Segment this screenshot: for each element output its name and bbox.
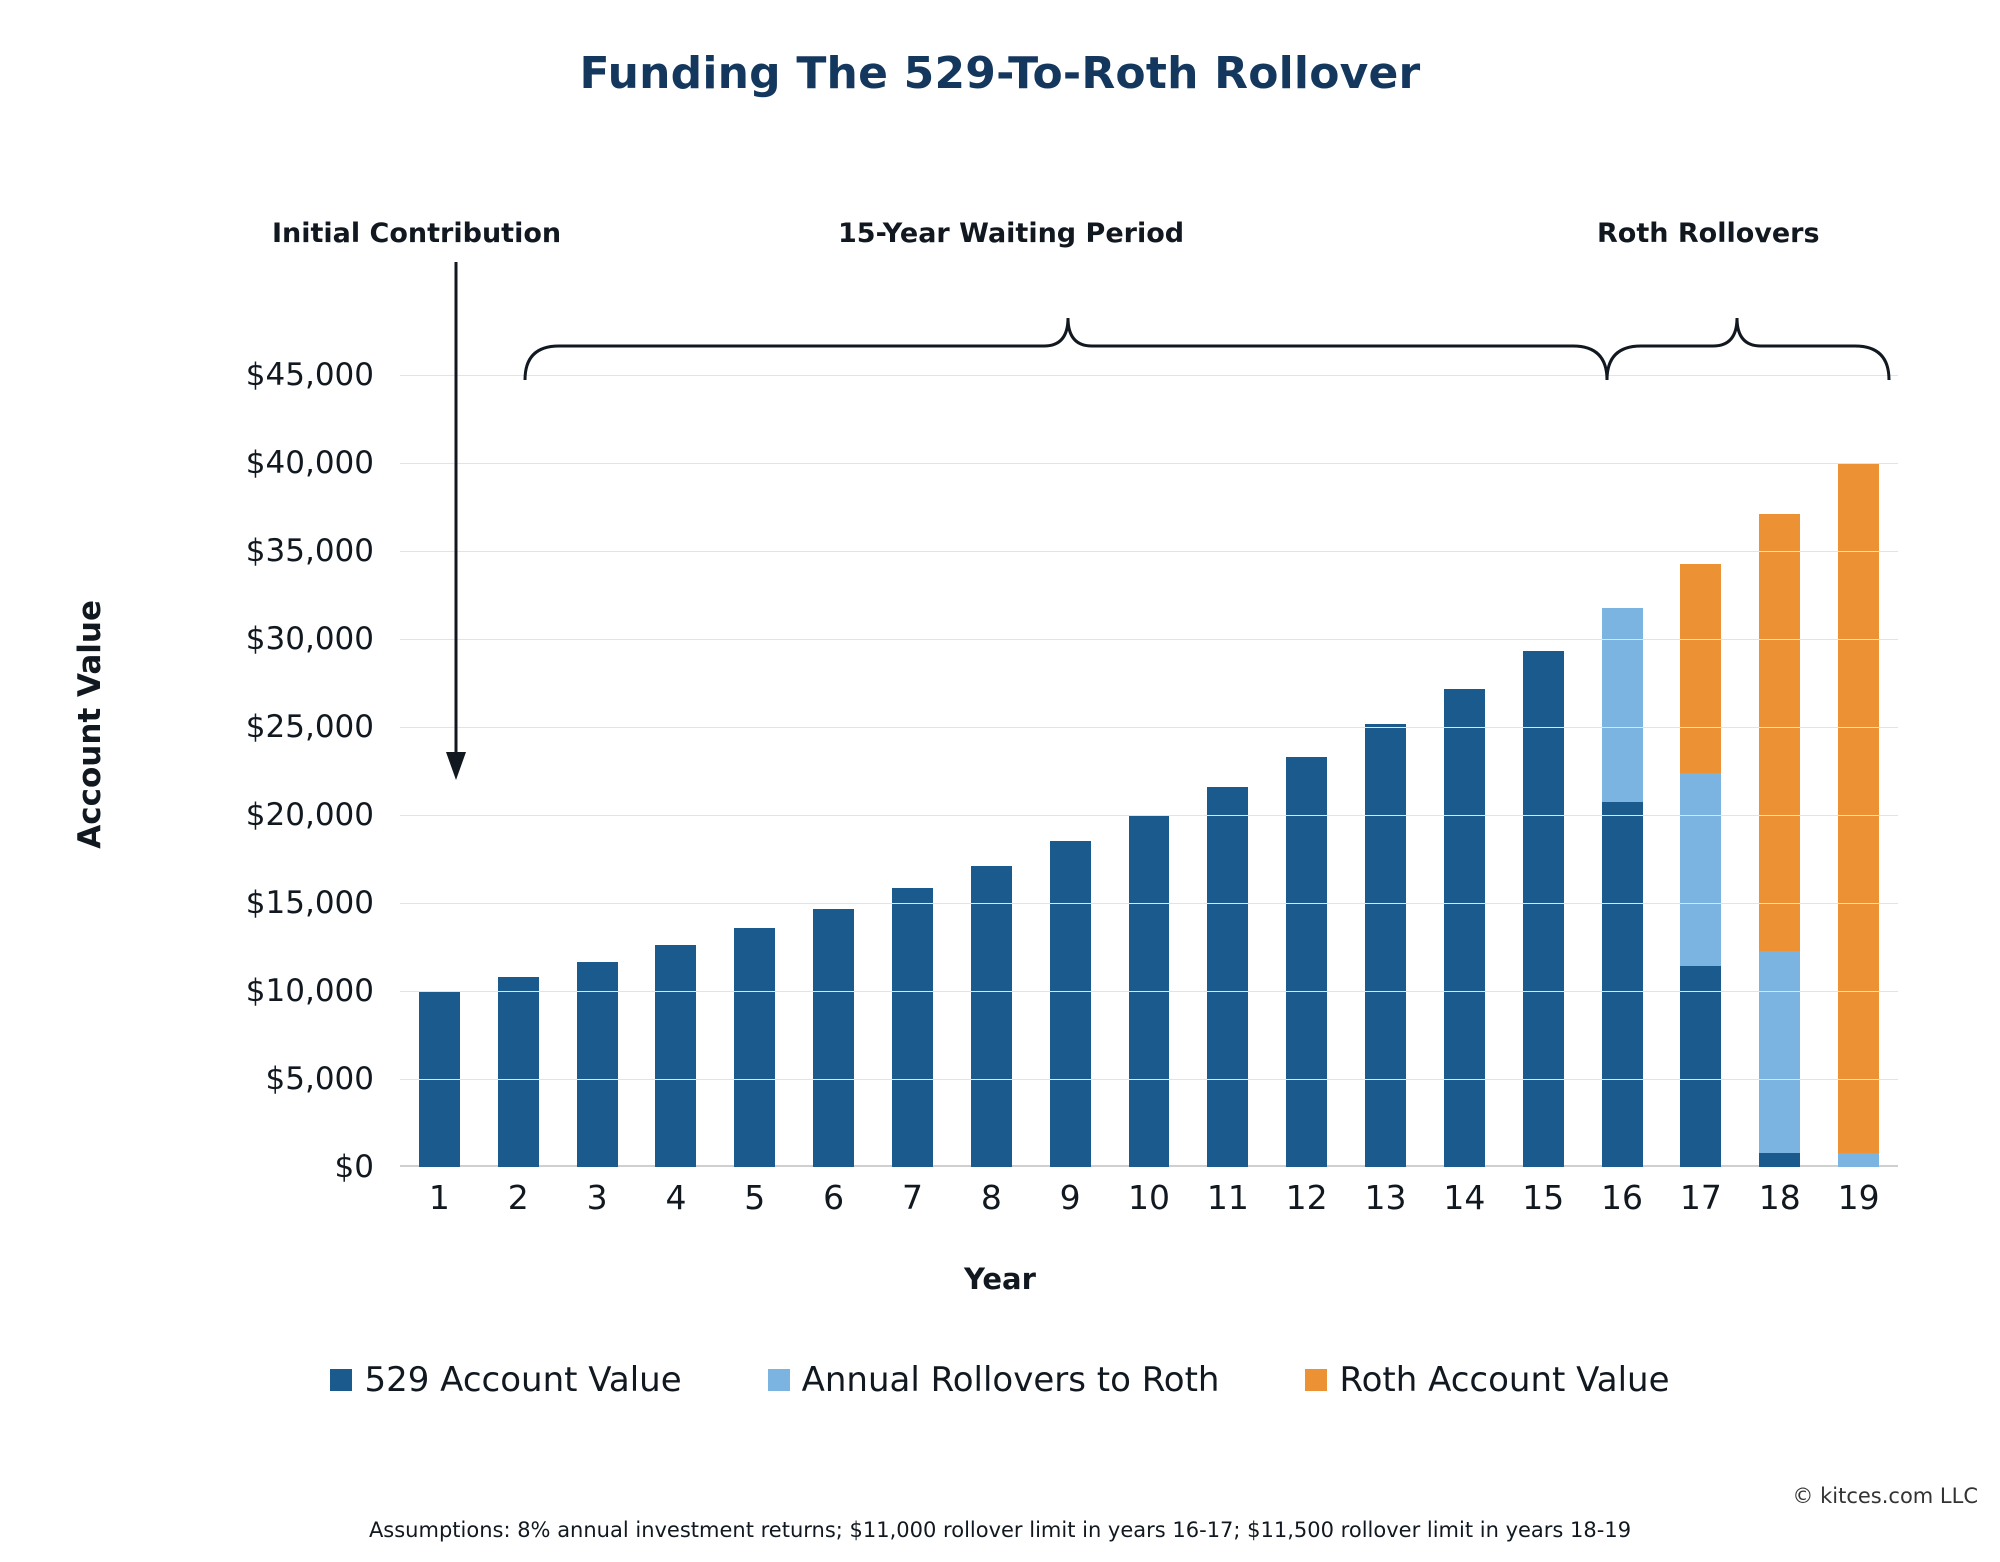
bar-group <box>734 928 775 1167</box>
chart-legend <box>0 1360 2000 1400</box>
bar-segment <box>1759 1153 1800 1167</box>
bar-group <box>1050 841 1091 1167</box>
x-axis-tick-label: 13 <box>1364 1178 1407 1217</box>
bar-group <box>1759 514 1800 1167</box>
bar-segment <box>655 945 696 1167</box>
bar-segment <box>734 928 775 1167</box>
x-axis-tick-label: 19 <box>1837 1178 1880 1217</box>
bar-segment <box>813 909 854 1167</box>
x-axis-tick-label: 6 <box>823 1178 845 1217</box>
x-axis-tick-label: 18 <box>1758 1178 1801 1217</box>
y-axis-tick-label: $25,000 <box>245 709 374 746</box>
bar-group <box>655 945 696 1167</box>
x-axis-tick-label: 5 <box>744 1178 766 1217</box>
gridline <box>400 815 1898 816</box>
bar-segment <box>1365 724 1406 1167</box>
x-axis-title: Year <box>964 1262 1036 1296</box>
bar-segment <box>1680 773 1721 967</box>
x-axis-tick-label: 12 <box>1285 1178 1328 1217</box>
gridline <box>400 551 1898 552</box>
y-axis-tick-label: $20,000 <box>245 797 374 834</box>
bar-group <box>971 866 1012 1167</box>
legend-label: Annual Rollovers to Roth <box>801 1360 1220 1400</box>
y-axis-tick-label: $35,000 <box>245 533 374 570</box>
x-axis-tick-label: 10 <box>1128 1178 1170 1217</box>
x-axis-tick-label: 11 <box>1206 1178 1249 1217</box>
y-axis-tick-label: $10,000 <box>245 973 374 1010</box>
bar-group <box>1365 724 1406 1167</box>
gridline <box>400 1079 1898 1080</box>
legend-swatch <box>330 1369 352 1391</box>
gridline <box>400 903 1898 904</box>
bar-segment <box>577 962 618 1167</box>
y-axis-tick-label: $0 <box>334 1149 374 1185</box>
y-axis-tick-label: $30,000 <box>245 621 374 658</box>
y-axis-tick-label: $15,000 <box>245 885 374 922</box>
legend-item[interactable] <box>330 1360 681 1400</box>
legend-swatch <box>1305 1369 1327 1391</box>
bar-group <box>892 888 933 1167</box>
bar-group <box>1444 689 1485 1167</box>
y-axis-tick-label: $45,000 <box>245 357 374 394</box>
bar-group <box>1680 564 1721 1167</box>
bar-segment <box>892 888 933 1167</box>
legend-swatch <box>768 1369 790 1391</box>
bar-group <box>577 962 618 1167</box>
bar-segment <box>1759 514 1800 950</box>
bar-segment <box>1207 787 1248 1167</box>
x-axis-tick-label: 14 <box>1443 1178 1486 1217</box>
credit-text: © kitces.com LLC <box>1792 1484 1978 1508</box>
bar-segment <box>1838 463 1879 1153</box>
bar-group <box>1207 787 1248 1167</box>
y-axis-tick-label: $5,000 <box>265 1061 374 1098</box>
legend-item[interactable] <box>768 1360 1220 1400</box>
annotation-roth-rollovers: Roth Rollovers <box>1597 218 1820 249</box>
gridline <box>400 375 1898 376</box>
bar-group <box>813 909 854 1167</box>
bar-segment <box>1602 608 1643 802</box>
bar-group <box>1602 608 1643 1167</box>
x-axis-tick-label: 2 <box>507 1178 529 1217</box>
x-axis-tick-label: 15 <box>1522 1178 1565 1217</box>
x-axis-tick-label: 1 <box>428 1178 450 1217</box>
bar-segment <box>1444 689 1485 1167</box>
x-axis-tick-label: 9 <box>1059 1178 1081 1217</box>
bar-segment <box>1838 1153 1879 1167</box>
x-axis-tick-label: 3 <box>586 1178 608 1217</box>
annotation-waiting-period: 15-Year Waiting Period <box>838 218 1185 249</box>
gridline <box>400 463 1898 464</box>
plot-area <box>400 340 1898 1167</box>
assumptions-text: Assumptions: 8% annual investment returns; $11,000 rollover limit in years 16-17; $11,500 rollover limit in years 18-19 <box>368 1518 1632 1542</box>
bar-segment <box>498 977 539 1167</box>
x-axis-tick-label: 8 <box>980 1178 1002 1217</box>
y-axis-tick-label: $40,000 <box>245 445 374 482</box>
bar-segment <box>1602 802 1643 1167</box>
gridline <box>400 727 1898 728</box>
bar-segment <box>971 866 1012 1167</box>
y-axis-title: Account Value <box>72 600 108 849</box>
bar-segment <box>1759 951 1800 1153</box>
x-axis-tick-label: 17 <box>1679 1178 1722 1217</box>
x-axis-tick-label: 7 <box>901 1178 923 1217</box>
bar-segment <box>1050 841 1091 1167</box>
bar-segment <box>1680 966 1721 1167</box>
annotation-initial-contribution: Initial Contribution <box>272 218 562 249</box>
gridline <box>400 639 1898 640</box>
bar-group <box>1286 757 1327 1167</box>
legend-item[interactable] <box>1305 1360 1669 1400</box>
x-axis-tick-label: 16 <box>1601 1178 1644 1217</box>
chart-title: Funding The 529-To-Roth Rollover <box>579 48 1421 99</box>
bar-segment <box>1286 757 1327 1167</box>
gridline <box>400 991 1898 992</box>
bar-group <box>498 977 539 1167</box>
legend-label: 529 Account Value <box>364 1360 682 1400</box>
x-axis-tick-label: 4 <box>665 1178 687 1217</box>
legend-label: Roth Account Value <box>1339 1360 1670 1400</box>
bar-segment <box>1680 564 1721 773</box>
